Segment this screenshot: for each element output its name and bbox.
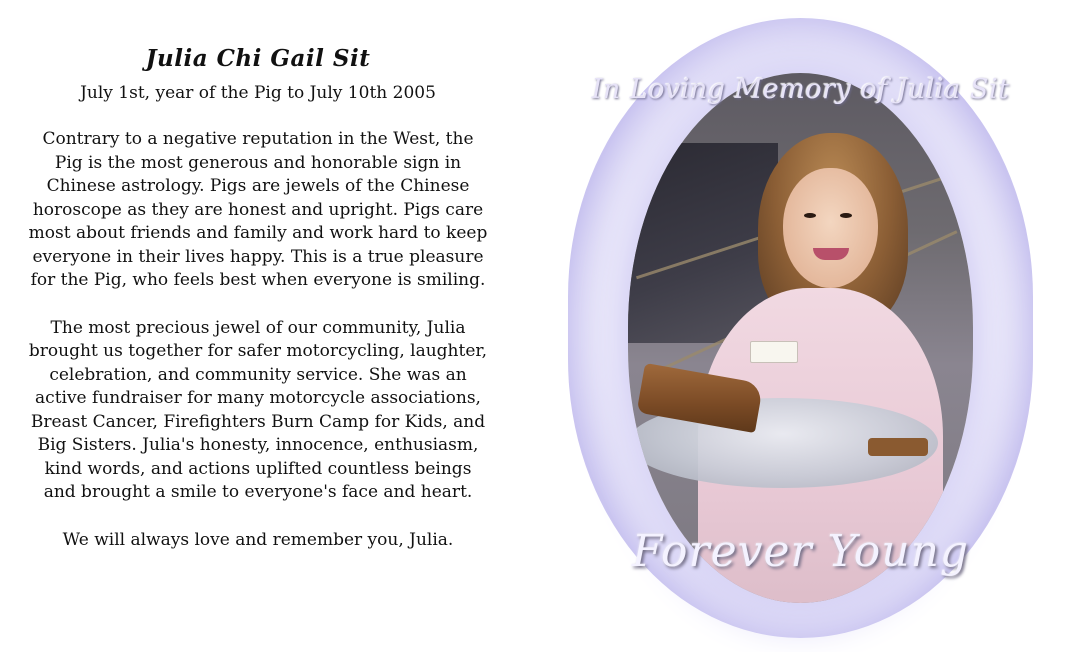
photo-eye xyxy=(804,213,816,218)
photo-eye xyxy=(840,213,852,218)
forever-young-caption: Forever Young xyxy=(631,526,970,577)
in-loving-memory-caption: In Loving Memory of Julia Sit xyxy=(591,74,1010,105)
memorial-text-column xyxy=(28,44,488,552)
memorial-photo xyxy=(628,73,973,603)
memorial-dates: July 1st, year of the Pig to July 10th 2005 xyxy=(80,83,436,103)
memorial-name-heading: Julia Chi Gail Sit xyxy=(145,45,371,72)
photo-face xyxy=(783,168,878,288)
photo-name-tag xyxy=(750,341,798,363)
memorial-photo-card xyxy=(568,18,1033,638)
closing-line: We will always love and remember you, Julia. xyxy=(62,529,454,550)
paragraph-community: The most precious jewel of our community, Julia brought us together for safer motorcycling, laughter, celebration, and community service. She was an active fundraiser for many motorcycle associations, Breast Cancer, Firefighters Burn Camp for Kids, and Big Sisters. Julia's honesty, innocence, enthusiasm, kind words, and actions uplifted countless beings and brought a smile to everyone's face and heart. xyxy=(28,317,488,502)
photo-cake-piece xyxy=(868,438,928,456)
paragraph-pig-sign: Contrary to a negative reputation in the West, the Pig is the most generous and honorable sign in Chinese astrology. Pigs are jewels of the Chinese horoscope as they are honest and upright. Pigs care most about friends and family and work hard to keep everyone in their lives happy. This is a true pleasure for the Pig, who feels best when everyone is smiling. xyxy=(28,129,488,290)
